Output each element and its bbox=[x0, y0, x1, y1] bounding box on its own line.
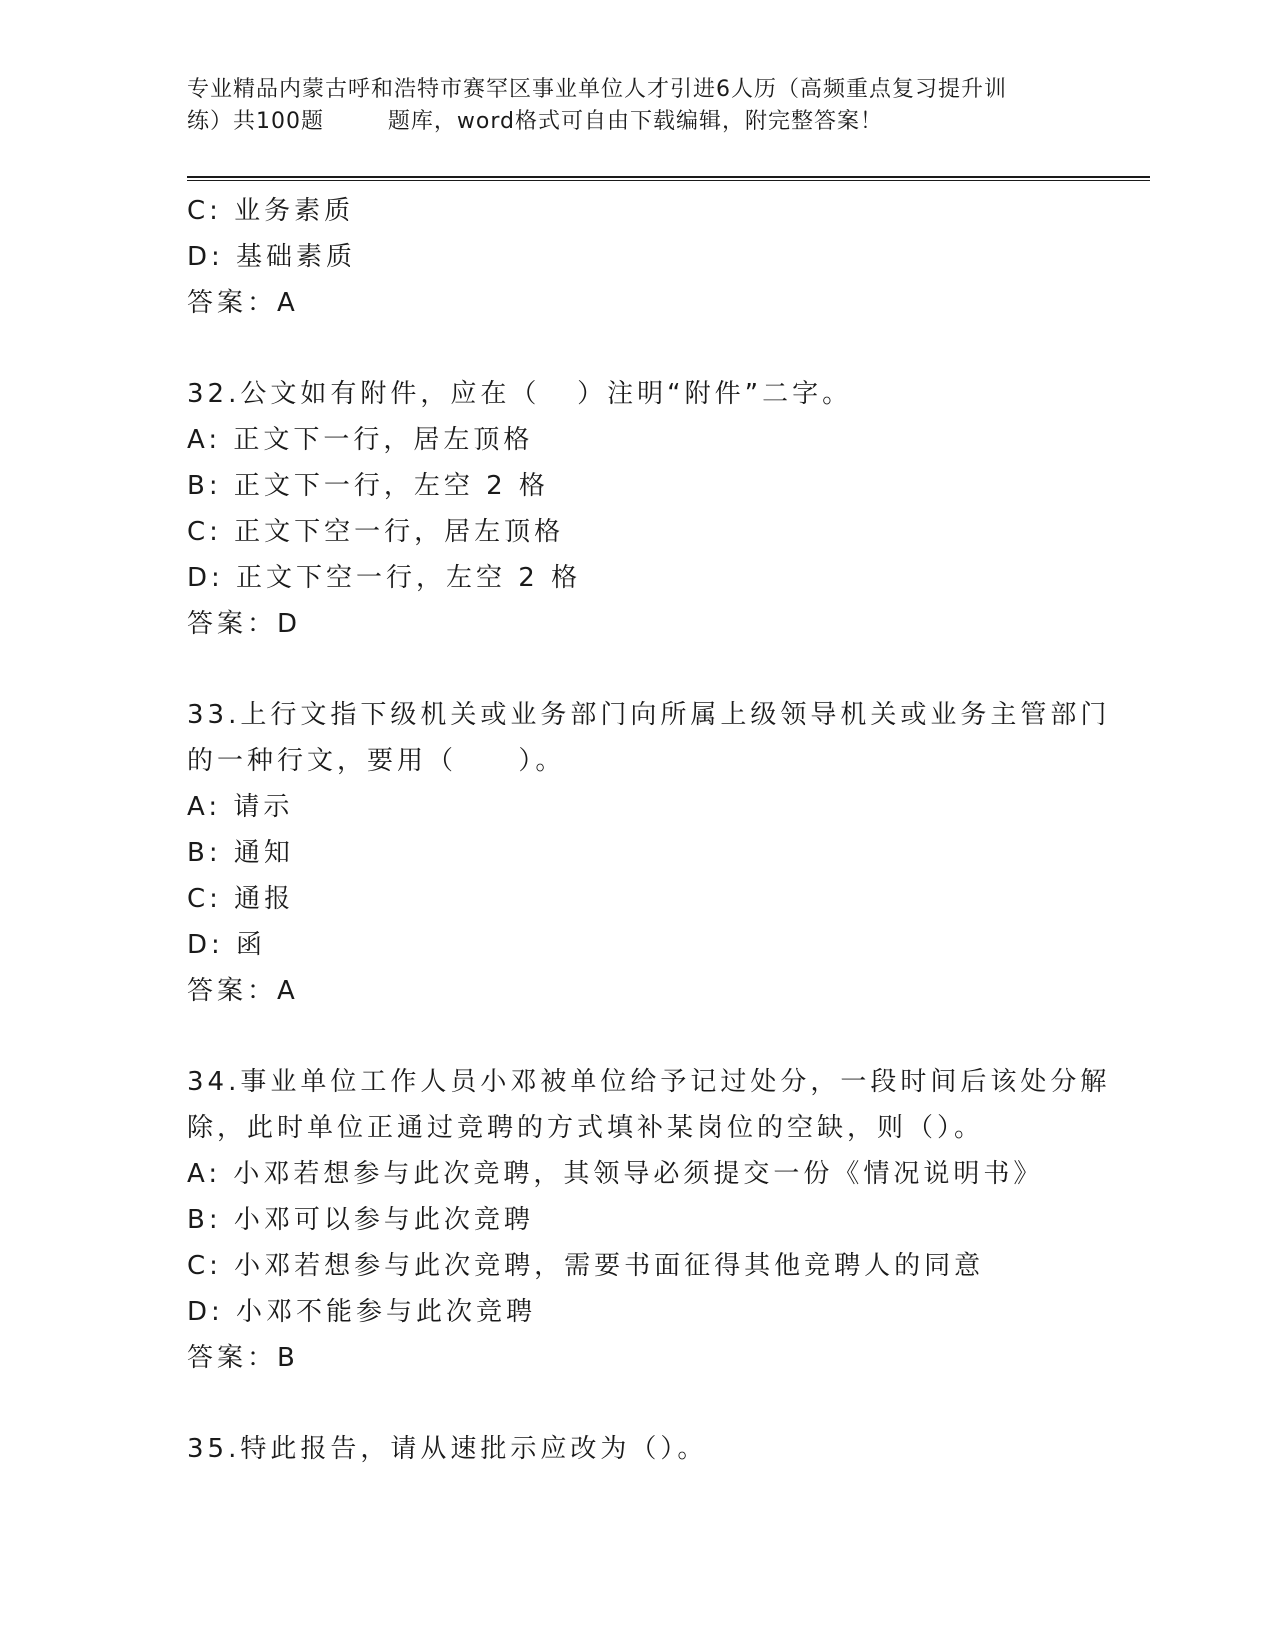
answer-label: 答案：D bbox=[187, 609, 302, 639]
question-stem-line-1: 34.事业单位工作人员小邓被单位给予记过处分，一段时间后该处分解 bbox=[187, 1067, 1111, 1097]
spacer bbox=[187, 647, 1087, 692]
header-line-2: 练）共100题 题库，word格式可自由下载编辑，附完整答案！ bbox=[187, 109, 884, 134]
option-a: A: 小邓若想参与此次竞聘，其领导必须提交一份《情况说明书》 bbox=[187, 1159, 1044, 1189]
question-35 bbox=[187, 1426, 1087, 1472]
answer-label: 答案：B bbox=[187, 1343, 299, 1373]
question-stem-line-2: 除，此时单位正通过竞聘的方式填补某岗位的空缺，则（）。 bbox=[187, 1113, 985, 1143]
option-a: A: 正文下一行，居左顶格 bbox=[187, 425, 534, 455]
option-b: B: 正文下一行，左空 2 格 bbox=[187, 471, 549, 501]
question-list bbox=[187, 188, 1111, 1472]
option-d: D: 基础素质 bbox=[187, 242, 357, 272]
option-d: D: 小邓不能参与此次竞聘 bbox=[187, 1297, 537, 1327]
option-c: C: 业务素质 bbox=[187, 196, 355, 226]
option-b: B: 通知 bbox=[187, 838, 294, 868]
page-header bbox=[187, 74, 1087, 138]
option-d: D: 正文下空一行，左空 2 格 bbox=[187, 563, 582, 593]
question-stem-line-1: 33.上行文指下级机关或业务部门向所属上级领导机关或业务主管部门 bbox=[187, 700, 1111, 730]
spacer bbox=[187, 1014, 1087, 1059]
question-stem-line-2: 的一种行文，要用（ ）。 bbox=[187, 746, 566, 776]
option-c: C: 正文下空一行，居左顶格 bbox=[187, 517, 565, 547]
question-31-tail bbox=[187, 188, 1087, 326]
answer-label: 答案：A bbox=[187, 288, 299, 318]
option-c: C: 小邓若想参与此次竞聘，需要书面征得其他竞聘人的同意 bbox=[187, 1251, 985, 1281]
header-divider bbox=[187, 176, 1150, 181]
question-33 bbox=[187, 692, 1111, 1014]
spacer bbox=[187, 1381, 1087, 1426]
spacer bbox=[187, 326, 1087, 371]
option-d: D: 函 bbox=[187, 930, 267, 960]
question-stem: 35.特此报告，请从速批示应改为（）。 bbox=[187, 1434, 708, 1464]
option-c: C: 通报 bbox=[187, 884, 295, 914]
answer-label: 答案：A bbox=[187, 976, 299, 1006]
option-b: B: 小邓可以参与此次竞聘 bbox=[187, 1205, 534, 1235]
option-a: A: 请示 bbox=[187, 792, 294, 822]
question-32 bbox=[187, 371, 1087, 647]
question-34 bbox=[187, 1059, 1111, 1381]
question-stem: 32.公文如有附件，应在（ ）注明“附件”二字。 bbox=[187, 379, 853, 409]
header-line-1: 专业精品内蒙古呼和浩特市赛罕区事业单位人才引进6人历（高频重点复习提升训 bbox=[187, 77, 1007, 102]
